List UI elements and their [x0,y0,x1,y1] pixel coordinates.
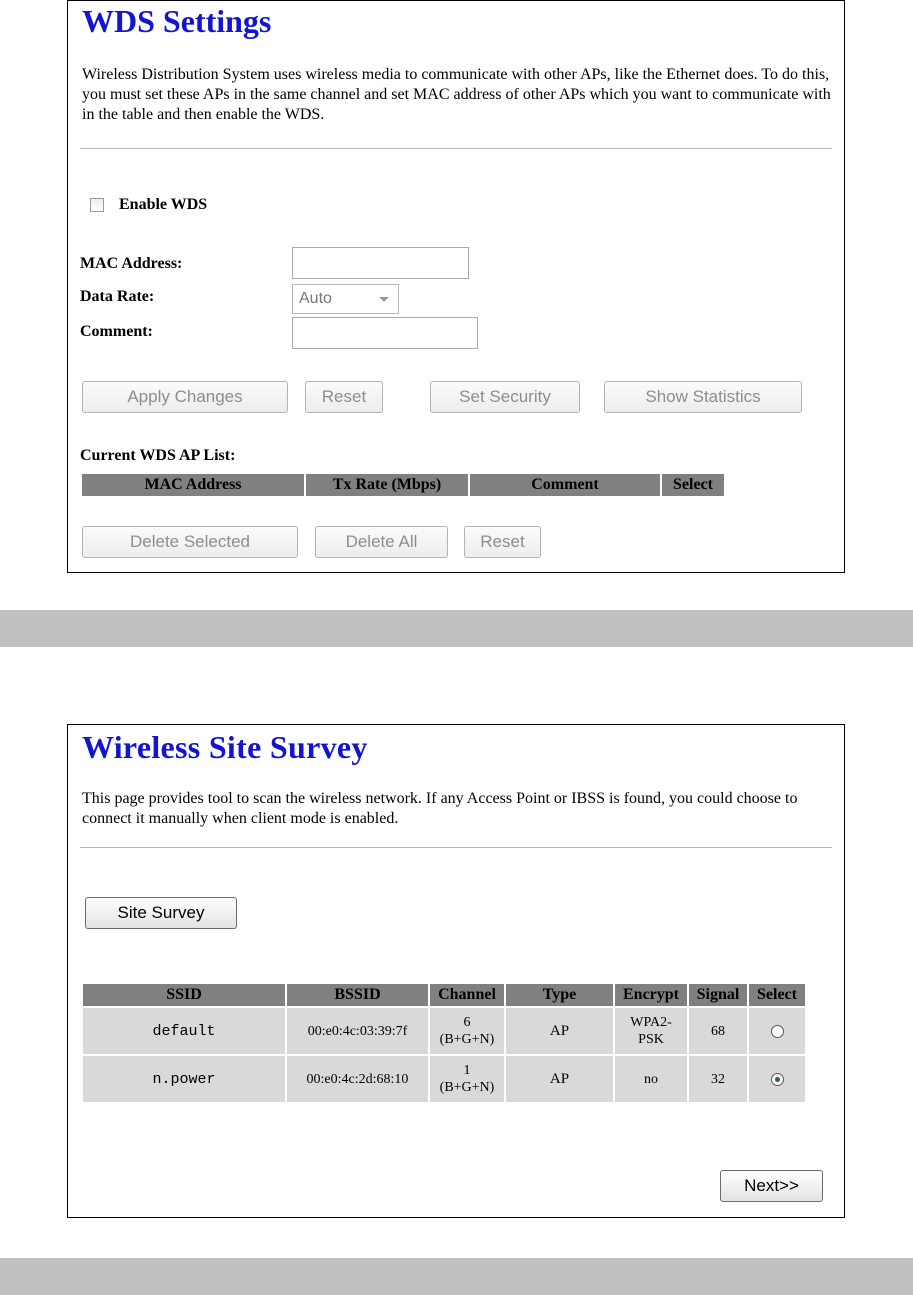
separator-bar [0,1258,913,1295]
column-header-encrypt: Encrypt [615,984,687,1006]
separator-bar [0,610,913,647]
wds-ap-table [80,472,726,498]
channel-mode: (B+G+N) [439,1032,495,1047]
type-cell: AP [506,1056,613,1102]
survey-results-table [81,982,807,1104]
channel-number: 1 [463,1063,471,1078]
column-header-type: Type [506,984,613,1006]
column-header-channel: Channel [430,984,504,1006]
mac-address-input[interactable] [292,247,469,279]
delete-selected-button[interactable]: Delete Selected [82,526,298,558]
column-header-mac: MAC Address [82,474,304,496]
reset-button[interactable]: Reset [305,381,383,413]
chevron-down-icon [379,297,389,302]
table-row [83,1008,805,1054]
comment-input[interactable] [292,317,478,349]
wds-ap-list-label: Current WDS AP List: [80,447,236,464]
channel-cell [430,1056,504,1102]
divider [80,148,832,149]
show-statistics-button[interactable]: Show Statistics [604,381,802,413]
wds-description: Wireless Distribution System uses wireless media to communicate with other APs, like the Ethernet does. To do this, you must set these APs in the same channel and set MAC address of other APs which you want to communicate with in the table and then enable the WDS. [82,66,831,123]
select-cell [749,1008,805,1054]
signal-cell: 68 [689,1008,747,1054]
select-cell [749,1056,805,1102]
mac-address-label: MAC Address: [80,255,183,272]
encrypt-cell [615,1008,687,1054]
encrypt-line-2: PSK [638,1032,664,1047]
enable-wds-row [90,196,207,214]
reset-list-button[interactable]: Reset [464,526,541,558]
enable-wds-label: Enable WDS [119,196,208,213]
signal-cell: 32 [689,1056,747,1102]
apply-changes-button[interactable]: Apply Changes [82,381,288,413]
enable-wds-checkbox[interactable] [90,198,104,212]
channel-cell [430,1008,504,1054]
site-survey-button[interactable]: Site Survey [85,897,237,929]
site-survey-panel [67,724,845,1218]
set-security-button[interactable]: Set Security [430,381,580,413]
column-header-ssid: SSID [83,984,285,1006]
encrypt-line-1: no [644,1071,658,1087]
column-header-tx-rate: Tx Rate (Mbps) [306,474,468,496]
wds-settings-panel [67,0,845,573]
data-rate-select[interactable] [292,284,399,314]
table-row [83,1056,805,1102]
column-header-bssid: BSSID [287,984,428,1006]
divider [80,847,832,848]
survey-page-title: Wireless Site Survey [82,729,368,765]
wds-page-title: WDS Settings [82,3,272,39]
column-header-signal: Signal [689,984,747,1006]
encrypt-cell [615,1056,687,1102]
next-button[interactable]: Next>> [720,1170,823,1202]
data-rate-label: Data Rate: [80,288,155,305]
survey-description: This page provides tool to scan the wireless network. If any Access Point or IBSS is found, you could choose to connect it manually when client mode is enabled. [82,790,798,827]
type-cell: AP [506,1008,613,1054]
ssid-cell: default [83,1008,285,1054]
table-header-row [82,474,724,496]
column-header-comment: Comment [470,474,660,496]
encrypt-line-1: WPA2- [630,1015,672,1030]
column-header-select: Select [749,984,805,1006]
channel-mode: (B+G+N) [439,1080,495,1095]
table-header-row [83,984,805,1006]
bssid-cell: 00:e0:4c:03:39:7f [287,1008,428,1054]
comment-label: Comment: [80,323,153,340]
select-radio-checked[interactable] [771,1073,784,1086]
data-rate-value: Auto [299,290,332,307]
select-radio[interactable] [771,1025,784,1038]
bssid-cell: 00:e0:4c:2d:68:10 [287,1056,428,1102]
channel-number: 6 [463,1015,471,1030]
column-header-select: Select [662,474,724,496]
ssid-cell: n.power [83,1056,285,1102]
delete-all-button[interactable]: Delete All [315,526,448,558]
